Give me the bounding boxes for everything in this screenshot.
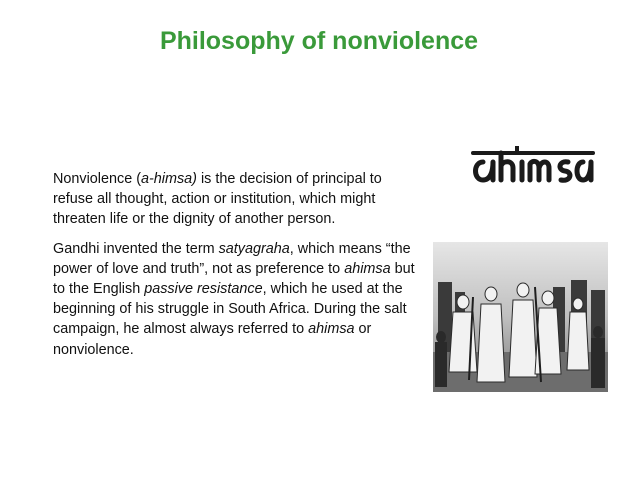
p2-term-satyagraha: satyagraha (218, 240, 290, 257)
p2-term-passive-resistance: passive resistance (144, 281, 263, 298)
p2-text-4: , which he used at the beginning of his struggle in South Africa. During the salt campaign, he almost always referred to (53, 281, 407, 338)
paragraph-ahimsa-definition (53, 169, 423, 230)
p2-text-5: or nonviolence. (53, 321, 372, 358)
p1-term-ahimsa: a-himsa) (141, 171, 197, 187)
p2-text-3: but to the English (53, 260, 415, 298)
p1-text-1: Nonviolence ( (53, 171, 141, 187)
p2-text-2: , which means “the power of love and truth”, not as preference to (53, 240, 411, 277)
slide-title: Philosophy of nonviolence (159, 27, 479, 55)
paragraph-satyagraha (53, 239, 423, 360)
p2-term-ahimsa-2: ahimsa (308, 321, 355, 338)
p1-text-2: is the decision of principal to refuse all thought, action or institution, which might threaten life or the dignity of another person. (53, 171, 382, 228)
ahimsa-logo-icon (469, 140, 597, 196)
p2-term-ahimsa: ahimsa (344, 260, 391, 277)
gandhi-march-photo (433, 242, 608, 392)
body-text (53, 169, 423, 369)
p2-text-1: Gandhi invented the term (53, 240, 219, 257)
